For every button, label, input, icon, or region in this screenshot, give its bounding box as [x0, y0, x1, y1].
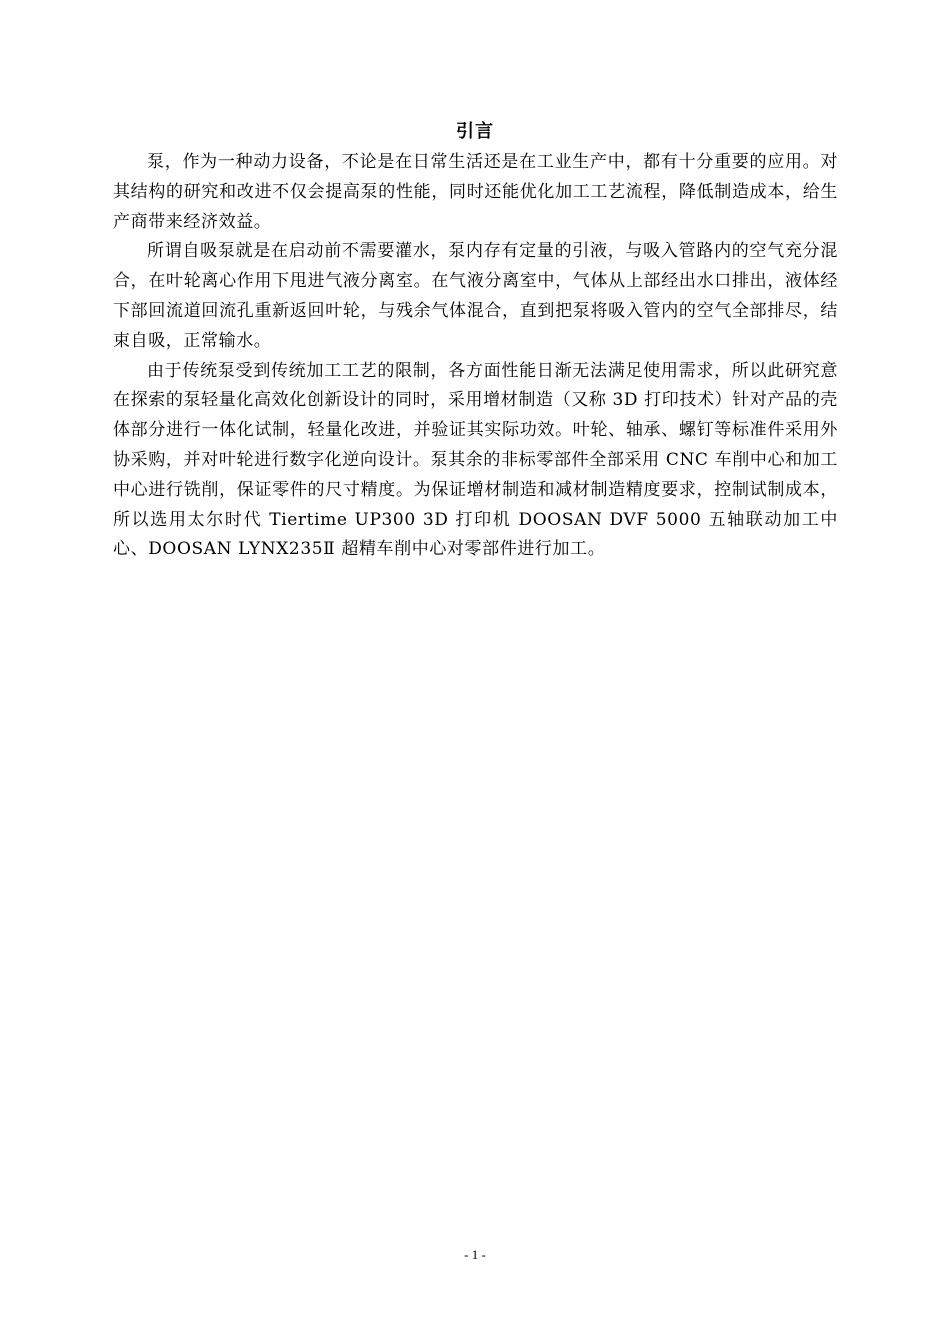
- paragraph-2: 所谓自吸泵就是在启动前不需要灌水，泵内存有定量的引液，与吸入管路内的空气充分混合，在叶轮离心作用下甩进气液分离室。在气液分离室中，气体从上部经出水口排出，液体经下部回流道回流孔重新返回叶轮，与残余气体混合，直到把泵将吸入管内的空气全部排尽，结束自吸，正常输水。: [113, 241, 838, 351]
- paragraph-3: 由于传统泵受到传统加工工艺的限制，各方面性能日渐无法满足使用需求，所以此研究意在探索的泵轻量化高效化创新设计的同时，采用增材制造（又称 3D 打印技术）针对产品的壳体部分进行一体化试制，轻量化改进，并验证其实际功效。叶轮、轴承、螺钉等标准件采用外协采购，并对叶轮进行数字化逆向设计。泵其余的非标零部件全部采用 CNC 车削中心和加工中心进行铣削，保证零件的尺寸精度。为保证增材制造和减材制造精度要求，控制试制成本，所以选用太尔时代 Tiertime UP300 3D 打印机 DOOSAN DVF 5000 五轴联动加工中心、DOOSAN LYNX235Ⅱ 超精车削中心对零部件进行加工。: [113, 360, 838, 560]
- section-heading: 引言: [456, 121, 494, 142]
- body-text: [113, 148, 838, 565]
- paragraph-1: 泵，作为一种动力设备，不论是在日常生活还是在工业生产中，都有十分重要的应用。对其结构的研究和改进不仅会提高泵的性能，同时还能优化加工工艺流程，降低制造成本，给生产商带来经济效益。: [113, 152, 838, 232]
- page-number: - 1 -: [464, 1247, 486, 1262]
